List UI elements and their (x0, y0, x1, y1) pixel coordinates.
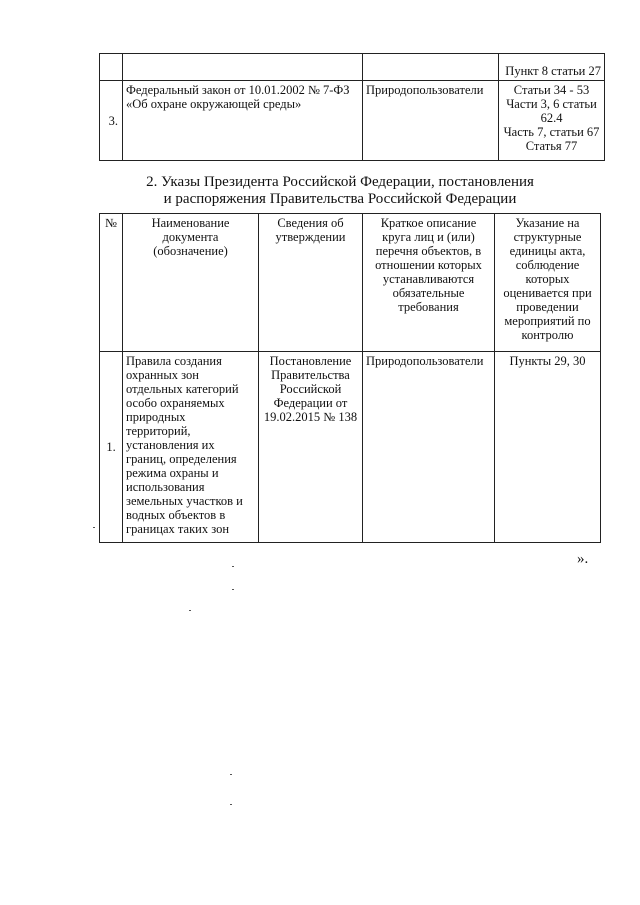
document-name-line: территорий, (126, 424, 191, 438)
document-name-line: особо охраняемых (126, 396, 225, 410)
scan-speck (230, 804, 232, 805)
approval-line: Российской (279, 382, 342, 396)
header-line: документа (162, 230, 219, 244)
structural-element-cell: Пункты 29, 30 (495, 352, 601, 543)
table-row (100, 81, 605, 161)
approval-line: Правительства (271, 368, 350, 382)
approval-cell (259, 352, 363, 543)
section-heading (110, 174, 570, 208)
section-heading-line: 2. Указы Президента Российской Федерации, постановления (146, 174, 534, 190)
header-line: единицы акта, (509, 244, 586, 258)
header-line: перечня объектов, в (375, 244, 482, 258)
header-line: круга лиц и (или) (382, 230, 475, 244)
scan-speck (232, 566, 234, 567)
header-line: оценивается при (503, 286, 592, 300)
document-name-line: использования (126, 480, 205, 494)
structural-element-cell: Пункт 8 статьи 27 (499, 54, 605, 81)
header-line: Указание на (515, 216, 580, 230)
persons-cell: Природопользователи (363, 81, 499, 161)
scan-speck (93, 527, 95, 528)
document-name-cell (123, 81, 363, 161)
structural-element-line: 62.4 (540, 111, 563, 125)
header-number: № (100, 214, 123, 352)
table-row (100, 352, 601, 543)
structural-element-line: Статьи 34 - 53 (513, 83, 590, 97)
government-acts-table (99, 213, 601, 543)
document-name-cell (123, 54, 363, 81)
document-name-line: границах таких зон (126, 522, 230, 536)
header-line: мероприятий по (504, 314, 591, 328)
persons-cell: Природопользователи (363, 352, 495, 543)
document-name-cell (123, 352, 259, 543)
document-name-line: Федеральный закон от 10.01.2002 № 7-ФЗ (126, 83, 350, 97)
row-number-cell (100, 54, 123, 81)
document-name-line: Правила создания (126, 354, 222, 368)
scan-speck (230, 774, 232, 775)
structural-element-line: Часть 7, статьи 67 (503, 125, 600, 139)
row-number-cell: 1. (100, 352, 123, 543)
header-line: утверждении (275, 230, 346, 244)
federal-laws-table (99, 53, 605, 161)
structural-element-line: Части 3, 6 статьи (506, 97, 597, 111)
document-name-line: установления их (126, 438, 215, 452)
closing-quote-mark: ». (577, 551, 589, 567)
header-line: отношении которых (375, 258, 482, 272)
structural-element-line: Статья 77 (525, 139, 578, 153)
header-line: устанавливаются (382, 272, 475, 286)
header-approval (259, 214, 363, 352)
document-name-line: «Об охране окружающей среды» (126, 97, 302, 111)
approval-cell (363, 54, 499, 81)
header-line: (обозначение) (153, 244, 228, 258)
section-heading-line: и распоряжения Правительства Российской Федерации (163, 191, 517, 207)
header-line: требования (398, 300, 459, 314)
approval-line: Постановление (269, 354, 352, 368)
header-line: Сведения об (277, 216, 344, 230)
document-name-line: границ, определения (126, 452, 237, 466)
approval-line: 19.02.2015 № 138 (263, 410, 358, 424)
header-line: проведении (516, 300, 579, 314)
header-line: Наименование (151, 216, 230, 230)
header-line: соблюдение (515, 258, 580, 272)
document-name-line: отдельных категорий (126, 382, 239, 396)
header-line: Краткое описание (380, 216, 477, 230)
document-name-line: водных объектов в (126, 508, 226, 522)
header-persons (363, 214, 495, 352)
document-name-line: охранных зон (126, 368, 199, 382)
approval-line: Федерации от (273, 396, 348, 410)
table-row (100, 54, 605, 81)
row-number-cell: 3. (100, 81, 123, 161)
header-line: контролю (521, 328, 574, 342)
header-line: структурные (513, 230, 582, 244)
document-name-line: земельных участков и (126, 494, 243, 508)
document-name-line: природных (126, 410, 186, 424)
header-document-name (123, 214, 259, 352)
scan-speck (232, 589, 234, 590)
header-structural-element (495, 214, 601, 352)
header-line: обязательные (392, 286, 465, 300)
document-name-line: режима охраны и (126, 466, 219, 480)
structural-element-cell (499, 81, 605, 161)
scan-speck (189, 610, 191, 611)
table-header-row (100, 214, 601, 352)
header-line: которых (525, 272, 570, 286)
